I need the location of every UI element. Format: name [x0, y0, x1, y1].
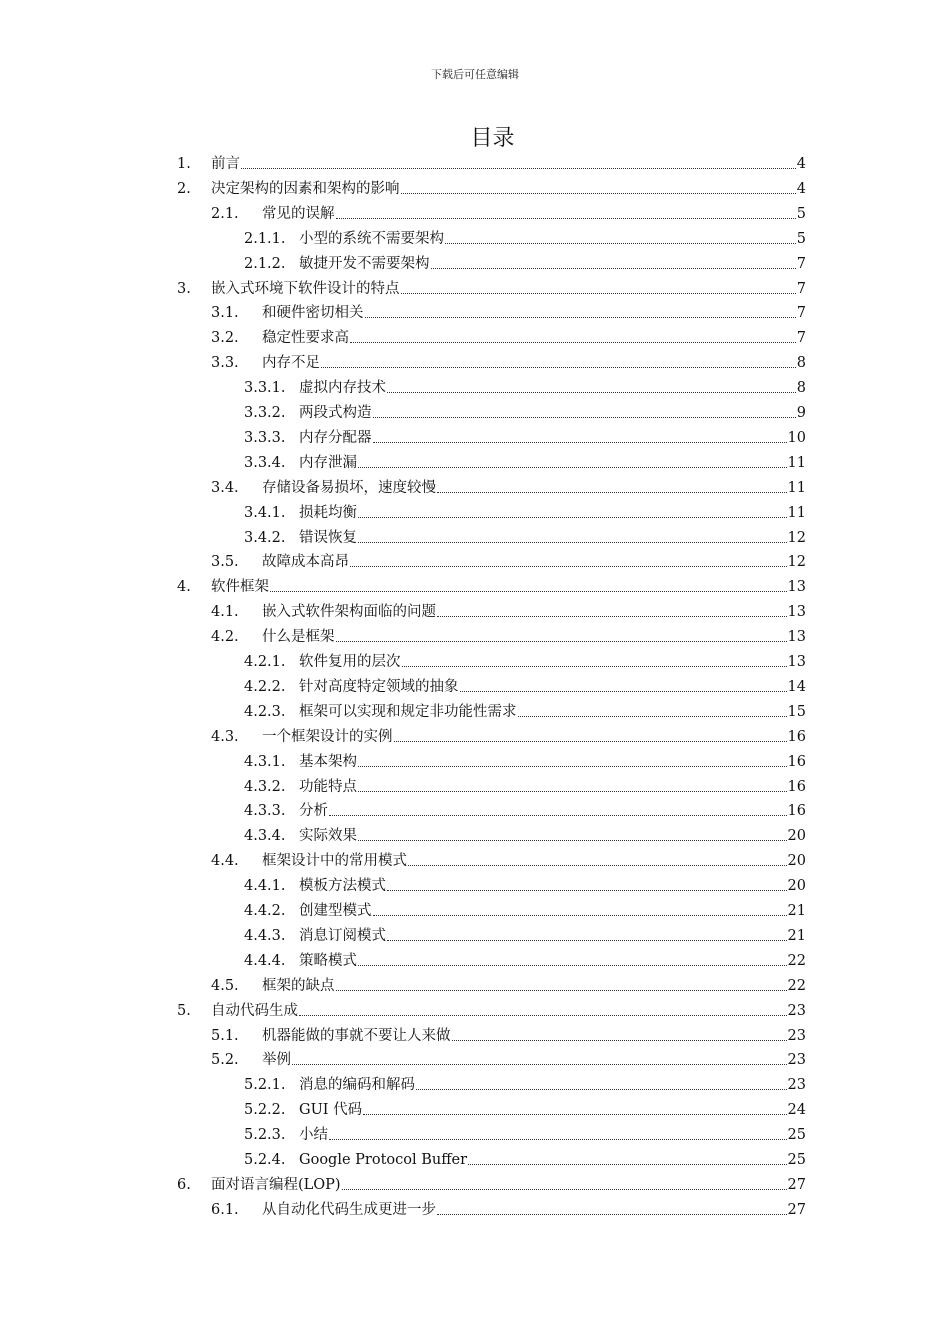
toc-entry-label: 框架的缺点	[262, 978, 335, 994]
toc-leader-dots	[329, 1138, 787, 1140]
toc-entry-label: 两段式构造	[299, 405, 372, 421]
toc-entry-page: 12	[787, 554, 806, 570]
toc-entry[interactable]	[244, 224, 806, 248]
toc-entry-page: 22	[787, 953, 806, 969]
toc-entry-label: 内存泄漏	[299, 455, 357, 471]
toc-leader-dots	[358, 839, 787, 841]
toc-entry[interactable]	[244, 896, 806, 920]
toc-entry-page: 21	[787, 928, 806, 944]
toc-entry[interactable]	[244, 946, 806, 970]
toc-leader-dots	[365, 316, 796, 318]
toc-entry-number: 2.1.2.	[244, 256, 286, 272]
toc-entry-page: 5	[796, 231, 806, 247]
toc-leader-dots	[358, 541, 787, 543]
toc-entry-number: 4.5.	[211, 978, 239, 994]
toc-leader-dots	[329, 814, 787, 816]
toc-entry[interactable]	[211, 597, 806, 621]
toc-entry[interactable]	[244, 1145, 806, 1169]
toc-entry-page: 27	[787, 1177, 806, 1193]
toc-entry-label: 模板方法模式	[299, 878, 386, 894]
toc-entry-number: 3.	[177, 281, 191, 297]
toc-entry-label: 小型的系统不需要架构	[299, 231, 444, 247]
toc-entry[interactable]	[244, 1095, 806, 1119]
toc-entry-number: 3.4.2.	[244, 530, 286, 546]
toc-leader-dots	[373, 441, 787, 443]
toc-entry[interactable]	[177, 174, 806, 198]
toc-entry-label: 前言	[211, 156, 240, 172]
toc-entry-page: 20	[787, 878, 806, 894]
toc-leader-dots	[363, 1113, 786, 1115]
toc-leader-dots	[452, 1039, 787, 1041]
toc-entry-number: 3.3.2.	[244, 405, 286, 421]
toc-entry-number: 2.1.1.	[244, 231, 286, 247]
toc-entry-number: 3.3.4.	[244, 455, 286, 471]
toc-entry[interactable]	[177, 996, 806, 1020]
toc-entry-page: 5	[796, 206, 806, 222]
toc-entry-number: 2.1.	[211, 206, 239, 222]
toc-leader-dots	[394, 740, 787, 742]
toc-entry-label: 错误恢复	[299, 530, 357, 546]
toc-entry-page: 11	[787, 505, 806, 521]
toc-entry[interactable]	[177, 149, 806, 173]
toc-entry-page: 12	[787, 530, 806, 546]
toc-entry-page: 11	[787, 455, 806, 471]
toc-leader-dots	[358, 516, 787, 518]
toc-entry-number: 4.2.1.	[244, 654, 286, 670]
toc-leader-dots	[358, 466, 787, 468]
toc-entry-page: 27	[787, 1202, 806, 1218]
toc-entry[interactable]	[211, 298, 806, 322]
toc-entry[interactable]	[177, 274, 806, 298]
toc-entry-page: 20	[787, 828, 806, 844]
toc-entry-number: 2.	[177, 181, 191, 197]
toc-entry-label: 什么是框架	[262, 629, 335, 645]
toc-leader-dots	[401, 192, 796, 194]
toc-entry-label: 稳定性要求高	[262, 330, 349, 346]
toc-entry-number: 5.2.3.	[244, 1127, 286, 1143]
toc-leader-dots	[373, 416, 796, 418]
toc-entry-page: 13	[787, 579, 806, 595]
toc-entry-page: 16	[787, 803, 806, 819]
toc-entry-label: 自动代码生成	[211, 1003, 298, 1019]
toc-entry-page: 4	[796, 181, 806, 197]
toc-entry-label: 功能特点	[299, 779, 357, 795]
toc-leader-dots	[358, 964, 787, 966]
toc-entry-number: 3.3.	[211, 355, 239, 371]
toc-entry-page: 8	[796, 380, 806, 396]
toc-leader-dots	[387, 939, 787, 941]
toc-entry-page: 15	[787, 704, 806, 720]
toc-entry[interactable]	[244, 423, 806, 447]
toc-entry-number: 5.2.4.	[244, 1152, 286, 1168]
toc-entry-number: 4.4.2.	[244, 903, 286, 919]
toc-entry-label: 和硬件密切相关	[262, 305, 364, 321]
toc-leader-dots	[342, 1188, 787, 1190]
toc-entry[interactable]	[177, 1170, 806, 1194]
toc-entry-page: 8	[796, 355, 806, 371]
toc-entry[interactable]	[211, 348, 806, 372]
toc-entry-page: 23	[787, 1077, 806, 1093]
toc-entry-label: 举例	[262, 1052, 291, 1068]
page-header: 下载后可任意编辑	[431, 68, 519, 81]
toc-entry-label: 针对高度特定领域的抽象	[299, 679, 459, 695]
toc-entry-number: 3.1.	[211, 305, 239, 321]
toc-entry[interactable]	[244, 373, 806, 397]
toc-entry[interactable]	[244, 921, 806, 945]
toc-entry[interactable]	[211, 1021, 806, 1045]
toc-entry-label: 一个框架设计的实例	[262, 729, 393, 745]
toc-entry-page: 7	[796, 305, 806, 321]
toc-entry-number: 3.5.	[211, 554, 239, 570]
toc-entry[interactable]	[211, 846, 806, 870]
toc-entry-label: Google Protocol Buffer	[299, 1152, 468, 1168]
toc-entry-number: 4.4.3.	[244, 928, 286, 944]
toc-entry-page: 25	[787, 1152, 806, 1168]
toc-leader-dots	[241, 167, 796, 169]
toc-entry[interactable]	[211, 473, 806, 497]
toc-entry-label: 实际效果	[299, 828, 357, 844]
toc-leader-dots	[408, 864, 787, 866]
toc-leader-dots	[350, 565, 787, 567]
toc-leader-dots	[270, 590, 787, 592]
toc-entry-page: 20	[787, 853, 806, 869]
toc-entry-number: 4.1.	[211, 604, 239, 620]
toc-entry-label: 嵌入式环境下软件设计的特点	[211, 281, 400, 297]
toc-entry-number: 3.4.	[211, 480, 239, 496]
toc-leader-dots	[402, 665, 787, 667]
toc-entry-label: 机器能做的事就不要让人来做	[262, 1028, 451, 1044]
toc-entry[interactable]	[211, 323, 806, 347]
toc-entry-label: 损耗均衡	[299, 505, 357, 521]
toc-entry-page: 24	[787, 1102, 806, 1118]
toc-entry-label: 分析	[299, 803, 328, 819]
toc-entry-number: 3.4.1.	[244, 505, 286, 521]
toc-entry[interactable]	[177, 572, 806, 596]
toc-leader-dots	[292, 1063, 787, 1065]
toc-entry-number: 4.4.4.	[244, 953, 286, 969]
toc-entry[interactable]	[211, 1045, 806, 1069]
toc-entry-label: 创建型模式	[299, 903, 372, 919]
toc-entry-label: 故障成本高昂	[262, 554, 349, 570]
toc-entry-page: 23	[787, 1028, 806, 1044]
toc-entry-page: 23	[787, 1052, 806, 1068]
toc-entry[interactable]	[244, 747, 806, 771]
toc-entry-label: 基本架构	[299, 754, 357, 770]
toc-leader-dots	[518, 715, 787, 717]
toc-leader-dots	[336, 217, 796, 219]
toc-entry[interactable]	[211, 971, 806, 995]
toc-entry-label: 策略模式	[299, 953, 357, 969]
toc-entry-number: 4.3.4.	[244, 828, 286, 844]
toc-leader-dots	[336, 989, 787, 991]
toc-entry-page: 22	[787, 978, 806, 994]
toc-entry-page: 16	[787, 779, 806, 795]
toc-entry-page: 4	[796, 156, 806, 172]
toc-leader-dots	[401, 292, 796, 294]
toc-entry-label: 决定架构的因素和架构的影响	[211, 181, 400, 197]
toc-entry-number: 4.2.3.	[244, 704, 286, 720]
toc-leader-dots	[387, 889, 787, 891]
toc-entry-label: 软件复用的层次	[299, 654, 401, 670]
toc-leader-dots	[358, 790, 787, 792]
toc-entry-label: 内存分配器	[299, 430, 372, 446]
toc-entry[interactable]	[244, 523, 806, 547]
toc-entry-number: 5.2.	[211, 1052, 239, 1068]
toc-leader-dots	[431, 267, 796, 269]
toc-entry[interactable]	[211, 622, 806, 646]
toc-entry-label: 敏捷开发不需要架构	[299, 256, 430, 272]
toc-entry-number: 5.	[177, 1003, 191, 1019]
toc-leader-dots	[321, 366, 796, 368]
toc-entry[interactable]	[244, 398, 806, 422]
toc-entry-label: 存储设备易损坏，速度较慢	[262, 480, 436, 496]
toc-entry-page: 16	[787, 754, 806, 770]
toc-entry-number: 4.2.2.	[244, 679, 286, 695]
toc-entry-label: 虚拟内存技术	[299, 380, 386, 396]
toc-entry-number: 4.4.	[211, 853, 239, 869]
toc-entry-number: 3.3.3.	[244, 430, 286, 446]
toc-entry-label: 消息订阅模式	[299, 928, 386, 944]
toc-entry[interactable]	[244, 871, 806, 895]
toc-entry-number: 4.4.1.	[244, 878, 286, 894]
toc-entry-number: 5.2.1.	[244, 1077, 286, 1093]
toc-entry-number: 4.	[177, 579, 191, 595]
toc-entry-page: 25	[787, 1127, 806, 1143]
toc-entry-label: 小结	[299, 1127, 328, 1143]
toc-entry-page: 13	[787, 654, 806, 670]
toc-entry-page: 10	[787, 430, 806, 446]
toc-entry-number: 4.3.1.	[244, 754, 286, 770]
toc-entry-number: 5.1.	[211, 1028, 239, 1044]
toc-leader-dots	[299, 1014, 787, 1016]
toc-entry-page: 14	[787, 679, 806, 695]
toc-leader-dots	[358, 765, 787, 767]
toc-entry-label: 面对语言编程(LOP)	[211, 1177, 341, 1193]
toc-entry-label: 软件框架	[211, 579, 269, 595]
toc-entry-page: 7	[796, 330, 806, 346]
toc-entry[interactable]	[211, 1195, 806, 1219]
toc-entry-number: 4.3.3.	[244, 803, 286, 819]
toc-entry-page: 7	[796, 256, 806, 272]
toc-entry-number: 4.3.2.	[244, 779, 286, 795]
toc-entry[interactable]	[244, 647, 806, 671]
toc-entry-page: 16	[787, 729, 806, 745]
toc-leader-dots	[460, 690, 787, 692]
toc-entry-page: 23	[787, 1003, 806, 1019]
toc-entry[interactable]	[244, 796, 806, 820]
toc-entry-label: 消息的编码和解码	[299, 1077, 415, 1093]
toc-leader-dots	[336, 640, 787, 642]
toc-entry[interactable]	[244, 672, 806, 696]
toc-entry[interactable]	[244, 498, 806, 522]
toc-leader-dots	[416, 1088, 787, 1090]
toc-entry-page: 21	[787, 903, 806, 919]
toc-leader-dots	[437, 1213, 787, 1215]
toc-leader-dots	[437, 491, 787, 493]
toc-entry-page: 13	[787, 604, 806, 620]
toc-entry-page: 7	[796, 281, 806, 297]
toc-entry-number: 5.2.2.	[244, 1102, 286, 1118]
toc-leader-dots	[445, 242, 796, 244]
toc-leader-dots	[468, 1163, 787, 1165]
toc-entry[interactable]	[244, 772, 806, 796]
toc-entry-number: 3.3.1.	[244, 380, 286, 396]
toc-entry-label: 常见的误解	[262, 206, 335, 222]
toc-entry-number: 6.1.	[211, 1202, 239, 1218]
toc-entry[interactable]	[244, 1120, 806, 1144]
toc-entry-label: 内存不足	[262, 355, 320, 371]
toc-entry-label: 框架设计中的常用模式	[262, 853, 407, 869]
toc-entry[interactable]	[244, 448, 806, 472]
toc-entry-number: 6.	[177, 1177, 191, 1193]
toc-entry[interactable]	[244, 249, 806, 273]
toc-entry-page: 9	[796, 405, 806, 421]
toc-entry[interactable]	[244, 1070, 806, 1094]
toc-entry-page: 11	[787, 480, 806, 496]
toc-entry-number: 3.2.	[211, 330, 239, 346]
toc-leader-dots	[437, 615, 787, 617]
toc-title: 目录	[470, 126, 515, 151]
toc-entry[interactable]	[244, 821, 806, 845]
toc-entry[interactable]	[211, 722, 806, 746]
toc-entry-number: 4.3.	[211, 729, 239, 745]
toc-entry[interactable]	[211, 547, 806, 571]
toc-entry-label: 从自动化代码生成更进一步	[262, 1202, 436, 1218]
toc-entry-number: 4.2.	[211, 629, 239, 645]
toc-entry[interactable]	[211, 199, 806, 223]
toc-entry[interactable]	[244, 697, 806, 721]
toc-entry-page: 13	[787, 629, 806, 645]
toc-entry-label: 嵌入式软件架构面临的问题	[262, 604, 436, 620]
toc-entry-number: 1.	[177, 156, 191, 172]
toc-leader-dots	[373, 914, 787, 916]
toc-entry-label: GUI 代码	[299, 1102, 363, 1118]
toc-entry-label: 框架可以实现和规定非功能性需求	[299, 704, 517, 720]
toc-leader-dots	[350, 341, 796, 343]
toc-leader-dots	[387, 391, 796, 393]
